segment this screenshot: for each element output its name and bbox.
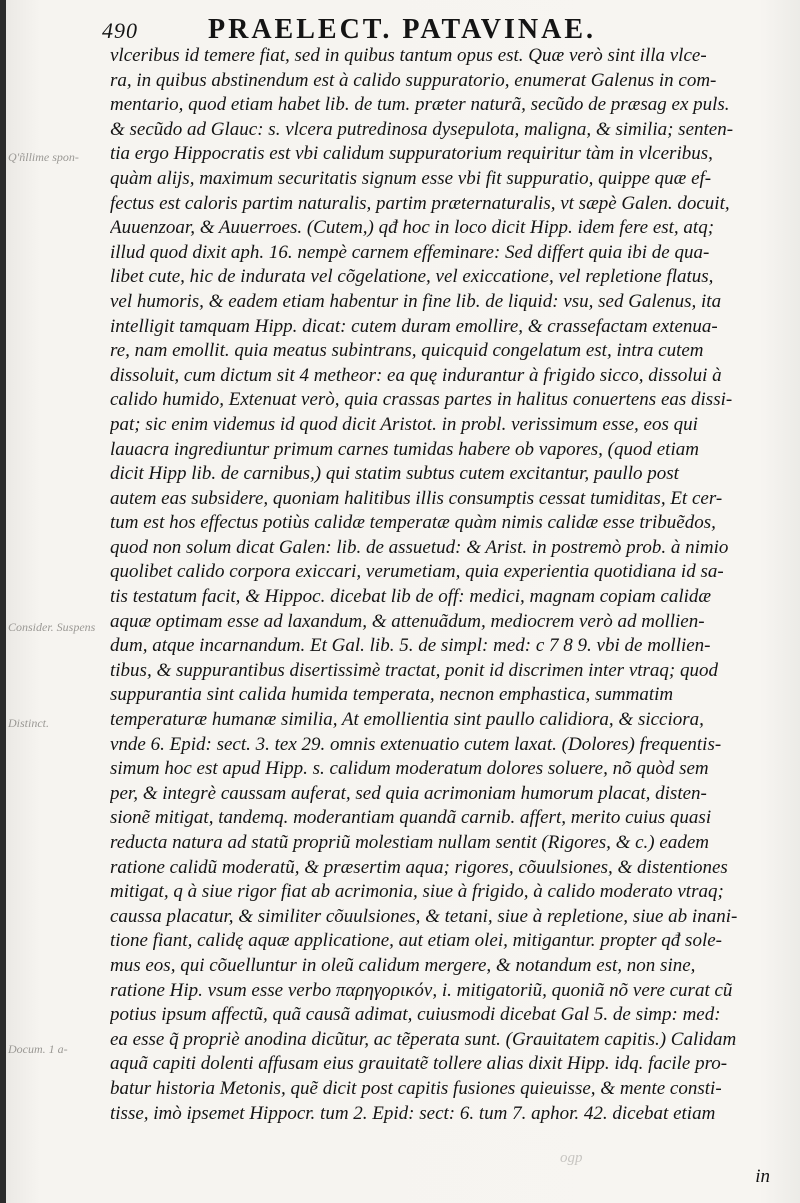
bleed-through: ogp [560,1150,583,1166]
text-line: vel humoris, & eadem etiam habentur in fine lib. de liquid: vsu, sed Galenus, ita [110,290,722,312]
text-line: mus eos, qui cõuelluntur in oleũ calidum mergere, & notandum est, non sine, [110,954,696,976]
text-line: aquæ optimam esse ad laxandum, & attenuãdum, mediocrem verò ad mollien- [110,610,705,632]
text-line: caussa placatur, & similiter cõuulsiones, & tetani, siue à repletione, siue ab inani- [110,905,738,927]
text-line: reducta natura ad statũ propriũ molestiam nullam sentit (Rigores, & c.) eadem [110,832,709,853]
text-line: tisse, imò ipsemet Hippocr. tum 2. Epid: sect: 6. tum 7. aphor. 42. dicebat etiam [110,1102,716,1124]
text-line: dum, atque incarnandum. Et Gal. lib. 5. de simpl: med: c 7 8 9. vbi de mollien- [110,635,711,657]
text-line: vnde 6. Epid: sect. 3. tex 29. omnis extenuatio cutem laxat. (Dolores) frequentis- [110,733,722,755]
text-line: dicit Hipp lib. de carnibus,) qui statim subtus cutem excitantur, paullo post [110,463,679,485]
text-line: ra, in quibus abstinendum est à calido suppuratorio, enumerat Galenus in com- [110,69,717,91]
text-line: libet cute, hic de indurata vel cõgelatione, vel exiccatione, vel repletione flatus, [110,266,714,288]
text-line: simum hoc est apud Hipp. s. calidum moderatum dolores soluere, nõ quòd sem [110,758,709,780]
marginal-note: Docum. 1 a- [8,1042,68,1056]
text-line: dissoluit, cum dictum sit 4 metheor: ea quę indurantur à frigido sicco, dissolui à [110,364,722,386]
text-line: intelligit tamquam Hipp. dicat: cutem duram emollire, & crassefactam extenua- [110,315,718,337]
page-number: 490 [102,18,138,43]
text-line: Auuenzoar, & Auuerroes. (Cutem,) qđ hoc in loco dicit Hipp. idem fere est, atq; [110,217,715,239]
marginal-note: Consider. Suspens [8,620,96,634]
marginal-note: Distinct. [8,716,49,730]
text-line: per, & integrè caussam auferat, sed quia acrimoniam humorum placat, disten- [110,782,707,804]
text-line: vlceribus id temere fiat, sed in quibus tantum opus est. Quæ verò sint illa vlce- [110,45,707,66]
text-line: calido humido, Extenuat verò, quia crassas partes in halitus conuertens eas dissi- [110,389,733,411]
text-line: fectus est caloris partim naturalis, partim præternaturalis, vt sæpè Galen. docuit, [110,192,730,214]
page-header [96,8,756,48]
text-line: ratione calidũ moderatũ, & præsertim aqua; rigores, cõuulsiones, & distentiones [110,856,728,878]
text-line: quolibet calido corpora exiccari, verumetiam, quia experientia quotidiana id sa- [110,561,724,583]
text-line: suppurantia sint calida humida temperata, necnon emphastica, summatim [110,684,674,706]
text-line: ea esse q̃ propriè anodina dicũtur, ac tẽperata sunt. (Grauitatem capitis.) Calidam [110,1028,737,1050]
marginal-note: Q'ñllime spon- [8,150,79,164]
text-line: re, nam emollit. quia meatus subintrans, quicquid congelatum est, intra cutem [110,340,704,362]
text-line: aquã capiti dolenti affusam eius grauitatẽ tollere alias dixit Hipp. idq. facile pro- [110,1053,728,1075]
text-line: mitigat, q à siue rigor fiat ab acrimonia, siue à frigido, à calido moderato vtraq; [110,881,724,903]
catchword: in [755,1166,770,1187]
text-line: tia ergo Hippocratis est vbi calidum suppuratorium requiritur tàm in vlceribus, [110,143,713,165]
text-line: pat; sic enim videmus id quod dicit Aristot. in probl. verissimum esse, eos qui [110,413,698,435]
text-line: quàm alijs, maximum securitatis signum esse vbi fit suppuratio, quippe quæ ef- [110,167,712,189]
text-line: tis testatum facit, & Hippoc. dicebat lib de off: medici, magnam copiam calidæ [110,586,712,608]
text-line: & secũdo ad Glauc: s. vlcera putredinosa dysepulota, maligna, & similia; senten- [110,118,734,140]
text-line: ratione Hip. vsum esse verbo παρηγορικόν, i. mitigatoriũ, quoniã nõ vere curat cũ [110,979,733,1001]
text-line: tione fiant, calidę aquæ applicatione, aut etiam olei, mitigantur. propter qđ sole- [110,930,722,952]
text-line: illud quod dixit aph. 16. nempè carnem effeminare: Sed differt quia ibi de qua- [110,241,710,263]
binding-gutter [0,0,6,1203]
text-line: tibus, & suppurantibus disertissimè tractat, ponit id discrimen inter vtraq; quod [110,659,718,681]
text-line: mentario, quod etiam habet lib. de tum. præter naturã, secũdo de præsag ex puls. [110,94,730,116]
text-line: autem eas subsidere, quoniam halitibus illis consumptis cessat tumiditas, Et cer- [110,487,723,509]
text-line: potius ipsum affectũ, quã causã adimat, cuiusmodi dicebat Gal 5. de simp: med: [110,1004,721,1026]
text-line: sionẽ mitigat, tandemq. moderantiam quandã carnib. affert, merito cuius quasi [110,807,712,829]
body-text [110,44,760,1126]
text-line: quod non solum dicat Galen: lib. de assuetud: & Arist. in postremò prob. à nimio [110,536,729,558]
text-line: batur historia Metonis, quẽ dicit post capitis fusiones quieuisse, & mente consti- [110,1077,722,1099]
running-head: PRAELECT. PATAVINAE. [208,14,597,45]
text-line: tum est hos effectus potiùs calidæ temperatæ quàm nimis calidæ esse tribuẽdos, [110,512,716,534]
text-line: temperaturæ humanæ similia, At emollientia sint paullo calidiora, & sicciora, [110,709,704,731]
text-line: lauacra ingrediuntur primum carnes tumidas habere ob vapores, (quod etiam [110,438,699,460]
